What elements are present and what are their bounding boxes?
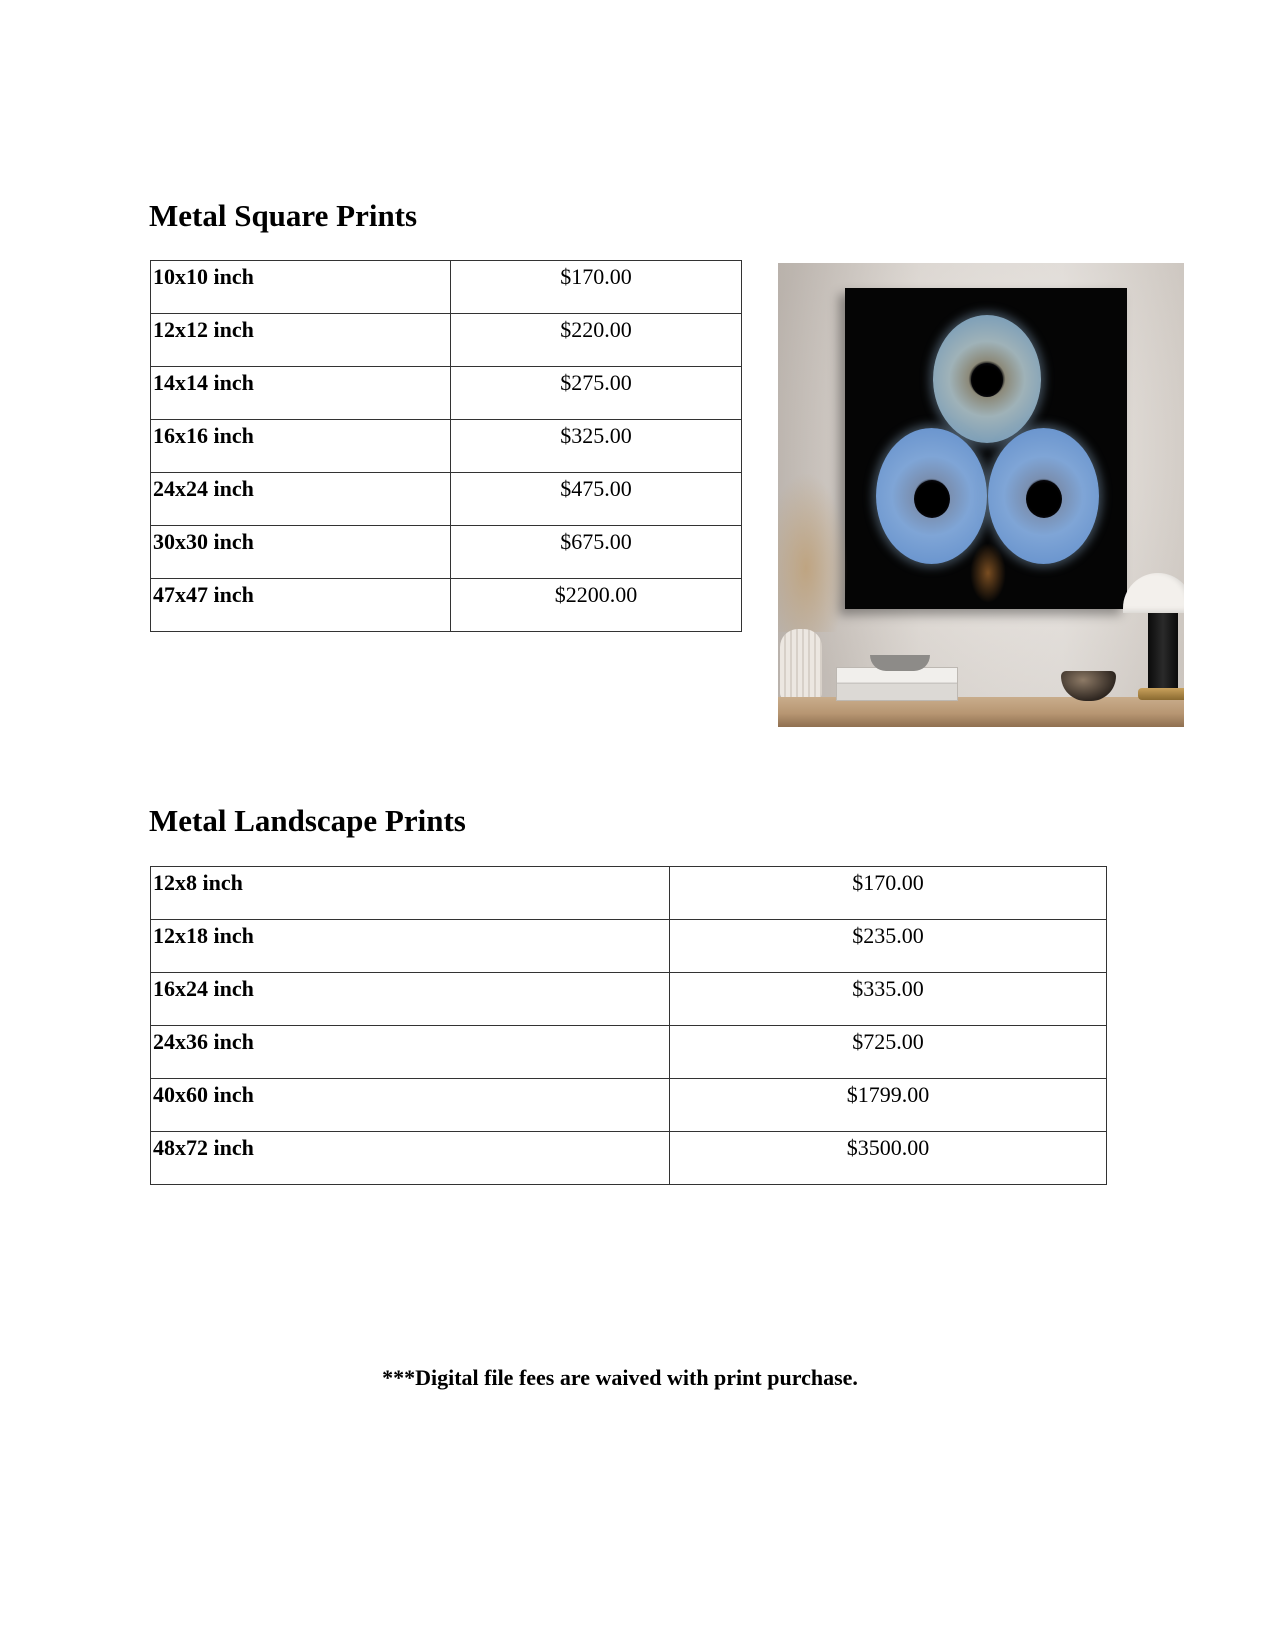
- size-cell: 24x36 inch: [151, 1026, 670, 1079]
- pampas-grass: [778, 472, 848, 632]
- pupil: [971, 363, 1003, 397]
- price-cell: $2200.00: [451, 579, 742, 632]
- section-title-metal-square-prints: Metal Square Prints: [149, 198, 418, 233]
- price-cell: $1799.00: [670, 1079, 1107, 1132]
- price-cell: $475.00: [451, 473, 742, 526]
- table-row: [151, 420, 742, 473]
- table-row: [151, 1079, 1107, 1132]
- table-row: [151, 1132, 1107, 1185]
- price-cell: $675.00: [451, 526, 742, 579]
- table-row: [151, 1026, 1107, 1079]
- metal-print-artwork: [845, 288, 1127, 609]
- table-row: [151, 367, 742, 420]
- price-cell: $170.00: [451, 261, 742, 314]
- table-row: [151, 314, 742, 367]
- size-cell: 48x72 inch: [151, 1132, 670, 1185]
- size-cell: 47x47 inch: [151, 579, 451, 632]
- table-row: [151, 526, 742, 579]
- pupil: [1026, 480, 1062, 518]
- product-mockup-image: [778, 263, 1184, 727]
- price-cell: $3500.00: [670, 1132, 1107, 1185]
- pupil: [914, 480, 950, 518]
- price-cell: $235.00: [670, 920, 1107, 973]
- books-stack: [836, 667, 958, 701]
- table-row: [151, 261, 742, 314]
- vase: [780, 629, 822, 701]
- size-cell: 24x24 inch: [151, 473, 451, 526]
- price-cell: $335.00: [670, 973, 1107, 1026]
- iris-eye-right: [988, 428, 1099, 564]
- decor-dish: [870, 655, 930, 671]
- table-row: [151, 579, 742, 632]
- iris-eye-top: [933, 315, 1041, 443]
- roots-decoration: [970, 543, 1006, 603]
- size-cell: 12x18 inch: [151, 920, 670, 973]
- lamp-body: [1148, 613, 1178, 693]
- size-cell: 10x10 inch: [151, 261, 451, 314]
- size-cell: 16x24 inch: [151, 973, 670, 1026]
- price-cell: $725.00: [670, 1026, 1107, 1079]
- size-cell: 40x60 inch: [151, 1079, 670, 1132]
- table-row: [151, 867, 1107, 920]
- size-cell: 30x30 inch: [151, 526, 451, 579]
- price-cell: $170.00: [670, 867, 1107, 920]
- size-cell: 12x12 inch: [151, 314, 451, 367]
- size-cell: 14x14 inch: [151, 367, 451, 420]
- size-cell: 16x16 inch: [151, 420, 451, 473]
- size-cell: 12x8 inch: [151, 867, 670, 920]
- section-title-metal-landscape-prints: Metal Landscape Prints: [149, 803, 466, 838]
- square-prints-price-table: [150, 260, 742, 632]
- price-cell: $275.00: [451, 367, 742, 420]
- table-row: [151, 973, 1107, 1026]
- lamp-base: [1138, 688, 1184, 700]
- landscape-prints-price-table: [150, 866, 1107, 1185]
- table-row: [151, 473, 742, 526]
- table-row: [151, 920, 1107, 973]
- price-cell: $325.00: [451, 420, 742, 473]
- price-cell: $220.00: [451, 314, 742, 367]
- iris-eye-left: [876, 428, 987, 564]
- digital-file-fee-footnote: ***Digital file fees are waived with print purchase.: [382, 1365, 858, 1390]
- wooden-shelf: [778, 697, 1184, 727]
